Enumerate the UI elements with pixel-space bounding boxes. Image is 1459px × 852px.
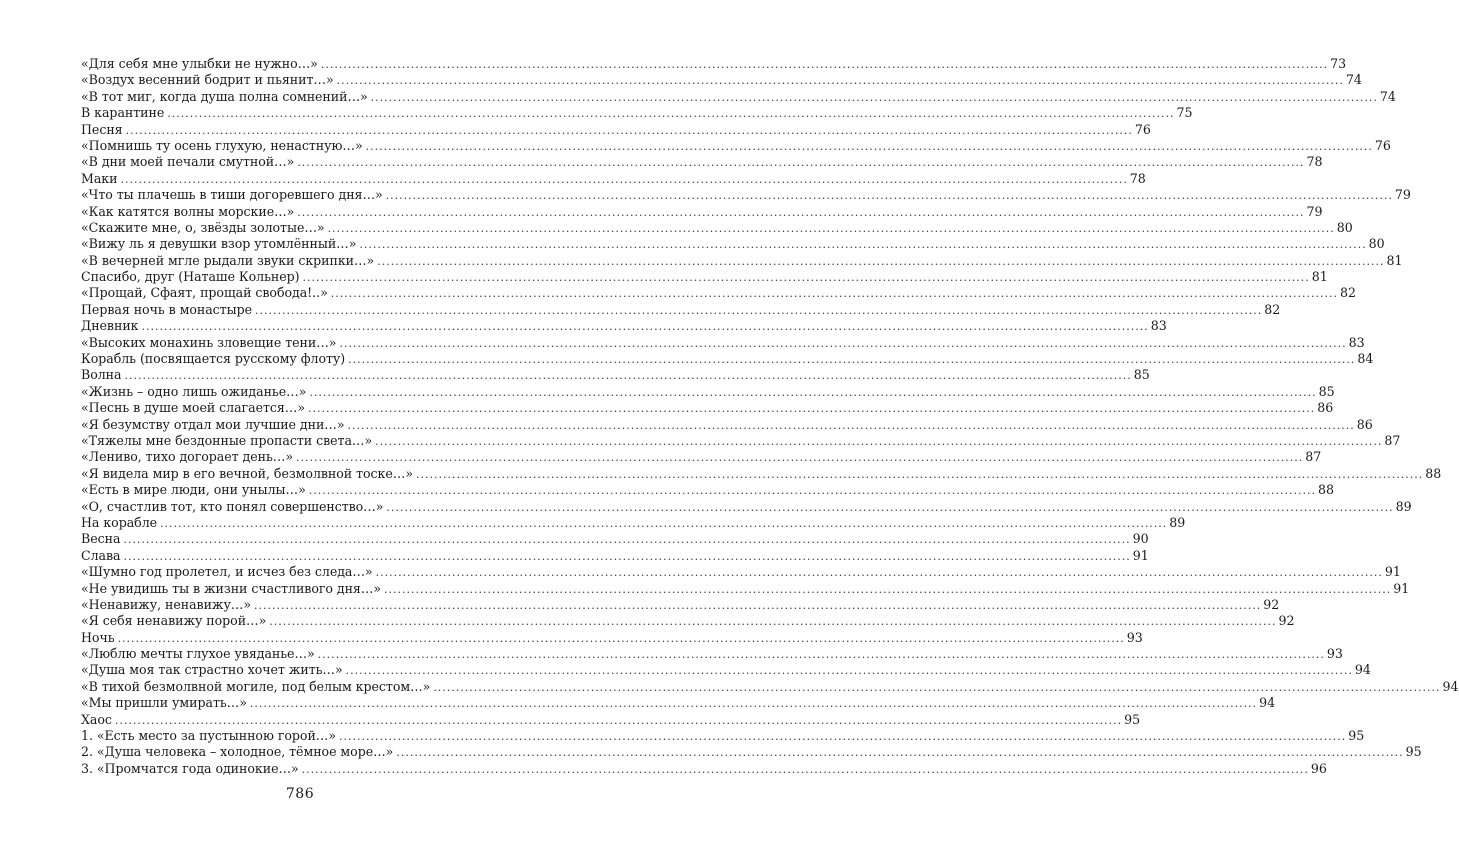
dot-leader (123, 532, 1130, 548)
dot-leader (339, 729, 1346, 745)
toc-entry (81, 301, 1281, 318)
dot-leader (250, 696, 1257, 712)
toc-entry-page: 83 (1348, 334, 1365, 350)
toc-entry-page: 86 (1356, 416, 1373, 432)
toc-entry-title: На корабле (81, 514, 158, 530)
dot-leader (433, 680, 1440, 696)
dot-leader (396, 745, 1403, 761)
toc-entry-page: 82 (1264, 301, 1281, 317)
toc-entry-page: 92 (1278, 613, 1295, 629)
toc-entry-title: «Прощай, Сфаят, прощай свобода!..» (81, 285, 328, 301)
toc-entry (81, 465, 1442, 482)
toc-entry (81, 72, 1362, 88)
toc-entry-title: «В тот миг, когда душа полна сомнений…» (81, 88, 368, 104)
toc-entry-title: «Лениво, тихо догорает день…» (81, 449, 293, 465)
toc-entry (81, 121, 1151, 138)
toc-entry (81, 662, 1371, 678)
toc-entry (81, 744, 1422, 760)
toc-entry-page: 79 (1306, 203, 1323, 219)
toc-entry-title: «В вечерней мгле рыдали звуки скрипки…» (81, 252, 375, 268)
dot-leader (328, 221, 1335, 237)
toc-entry-page: 85 (1133, 367, 1150, 383)
toc-entry-page: 73 (1330, 56, 1347, 71)
toc-entry (81, 285, 1357, 301)
toc-entry (81, 383, 1335, 400)
toc-entry-page: 96 (1310, 760, 1327, 776)
toc-entry (81, 613, 1295, 629)
dot-leader (308, 401, 1315, 417)
dot-leader (339, 336, 1346, 352)
toc-entry (81, 498, 1412, 515)
toc-entry-title: «Что ты плачешь в тиши догоревшего дня…» (81, 187, 383, 203)
dot-leader (118, 631, 1125, 647)
toc-entry (81, 318, 1167, 334)
toc-entry (81, 154, 1323, 170)
toc-entry (81, 203, 1323, 220)
toc-entry-title: «Вижу ль я девушки взор утомлённый…» (81, 236, 357, 252)
toc-entry (81, 105, 1193, 121)
toc-entry-title: «В тихой безмолвной могиле, под белым крестом…» (81, 678, 431, 694)
toc-entry-page: 83 (1150, 318, 1167, 334)
toc-entry-page: 75 (1176, 105, 1193, 121)
dot-leader (331, 286, 1338, 302)
toc-entry-title: «Я видела мир в его вечной, безмолвной тоске…» (81, 465, 413, 481)
toc-entry-page: 78 (1129, 170, 1146, 186)
dot-leader (141, 319, 1148, 335)
toc-entry-title: Весна (81, 531, 121, 547)
toc-entry-title: «Ненавижу, ненавижу…» (81, 596, 252, 612)
toc-entry-title: «Как катятся волны морские…» (81, 203, 295, 219)
toc-entry (81, 580, 1410, 597)
toc-entry-page: 80 (1368, 236, 1385, 252)
toc-entry-title: Корабль (посвящается русскому флоту) (81, 351, 346, 367)
toc-entry (81, 56, 1347, 72)
dot-leader (115, 713, 1122, 729)
toc-entry-title: Песня (81, 121, 123, 137)
toc-entry (81, 269, 1328, 285)
toc-entry-page: 82 (1339, 285, 1357, 301)
toc-entry-page: 95 (1124, 711, 1141, 727)
toc-entry-page: 89 (1169, 514, 1186, 530)
dot-leader (371, 90, 1378, 106)
toc-entry-title: «Высоких монахинь зловещие тени…» (81, 334, 337, 350)
toc-entry-page: 93 (1126, 629, 1143, 645)
toc-entry-page: 91 (1132, 547, 1149, 563)
toc-entry (81, 432, 1401, 449)
toc-entry-page: 94 (1354, 662, 1371, 678)
dot-leader (167, 106, 1174, 122)
toc-entry-title: «О, счастлив тот, кто понял совершенство…» (81, 498, 384, 514)
toc-entry-page: 93 (1326, 646, 1343, 662)
dot-leader (125, 368, 1132, 384)
toc-entry-page: 81 (1311, 269, 1328, 285)
dot-leader (269, 614, 1276, 630)
toc-entry-title: Ночь (81, 629, 115, 645)
toc-entry-title: 3. «Промчатся года одинокие…» (81, 760, 299, 776)
dot-leader (359, 237, 1366, 253)
toc-entry-title: Дневник (81, 318, 139, 334)
dot-leader (375, 434, 1382, 450)
toc-entry-page: 95 (1405, 744, 1422, 760)
toc-entry (81, 646, 1343, 662)
toc-entry-page: 85 (1318, 383, 1335, 399)
toc-entry-page: 86 (1317, 400, 1334, 416)
toc-entry-page: 74 (1379, 88, 1396, 104)
toc-entry-title: Маки (81, 170, 118, 186)
toc-entry (81, 137, 1391, 154)
toc-entry (81, 416, 1373, 433)
toc-entry-page: 87 (1305, 449, 1322, 465)
toc-entry (81, 629, 1143, 646)
toc-entry-title: «Тяжелы мне бездонные пропасти света…» (81, 432, 373, 448)
toc-entry-page: 92 (1263, 596, 1280, 612)
toc-entry-title: Слава (81, 547, 121, 563)
toc-entry-page: 76 (1374, 137, 1391, 153)
toc-entry (81, 236, 1385, 252)
toc-entry (81, 400, 1334, 416)
toc-entry-title: «Не увидишь ты в жизни счастливого дня…» (81, 580, 382, 596)
dot-leader (296, 450, 1303, 466)
toc-entry-page: 94 (1442, 678, 1459, 694)
dot-leader (377, 254, 1384, 270)
toc-entry-page: 74 (1345, 72, 1362, 88)
dot-leader (318, 647, 1325, 663)
toc-entry-page: 79 (1394, 187, 1411, 203)
toc-entry-page: 91 (1384, 564, 1401, 580)
toc-entry-title: «Душа моя так страстно хочет жить…» (81, 662, 343, 678)
toc-entry-title: Хаос (81, 711, 112, 727)
toc-entry (81, 187, 1411, 203)
toc-entry (81, 728, 1365, 744)
dot-leader (302, 762, 1309, 778)
dot-leader (386, 188, 1393, 204)
dot-leader (309, 483, 1316, 499)
toc-entry-title: Спасибо, друг (Наташе Кольнер) (81, 269, 300, 285)
toc-entry (81, 531, 1149, 547)
toc-entry-page: 81 (1386, 252, 1403, 268)
dot-leader (126, 123, 1133, 139)
toc-entry (81, 482, 1334, 498)
dot-leader (416, 467, 1423, 483)
dot-leader (348, 418, 1355, 434)
dot-leader (321, 57, 1328, 73)
toc-entry (81, 695, 1276, 711)
toc-entry (81, 514, 1186, 531)
toc-entry-page: 90 (1132, 531, 1149, 547)
toc-entry (81, 334, 1365, 351)
dot-leader (297, 155, 1304, 171)
toc-entry (81, 252, 1403, 269)
toc-entry-page: 95 (1348, 728, 1365, 744)
toc-entry (81, 170, 1146, 187)
toc-entry-title: «Песнь в душе моей слагается…» (81, 400, 305, 416)
toc-entry-title: «Воздух весенний бодрит и пьянит…» (81, 72, 334, 88)
toc-entry-title: «Для себя мне улыбки не нужно…» (81, 56, 318, 71)
toc-entry-title: В карантине (81, 105, 165, 121)
table-of-contents (81, 56, 1459, 777)
toc-entry (81, 596, 1280, 613)
toc-entry-page: 88 (1317, 482, 1334, 498)
toc-entry-title: Первая ночь в монастыре (81, 301, 252, 317)
dot-leader (348, 352, 1355, 368)
toc-entry (81, 564, 1401, 580)
toc-entry (81, 449, 1322, 465)
toc-entry-title: «Жизнь – одно лишь ожиданье…» (81, 383, 307, 399)
toc-entry (81, 678, 1459, 695)
dot-leader (120, 172, 1127, 188)
toc-entry (81, 88, 1396, 105)
toc-entry (81, 367, 1150, 383)
dot-leader (303, 270, 1310, 286)
toc-entry (81, 760, 1327, 777)
dot-leader (255, 303, 1262, 319)
dot-leader (386, 500, 1393, 516)
dot-leader (309, 385, 1316, 401)
toc-entry (81, 711, 1141, 728)
dot-leader (384, 582, 1391, 598)
toc-entry-title: «Шумно год пролетел, и исчез без следа…» (81, 564, 373, 580)
toc-entry-title: 1. «Есть место за пустынною горой…» (81, 728, 336, 744)
dot-leader (297, 205, 1304, 221)
toc-entry-title: «Есть в мире люди, они унылы…» (81, 482, 306, 498)
toc-entry-page: 94 (1259, 695, 1276, 711)
dot-leader (337, 73, 1344, 89)
toc-entry-title: «В дни моей печали смутной…» (81, 154, 295, 170)
toc-entry-title: «Люблю мечты глухое увяданье…» (81, 646, 315, 662)
toc-entry-title: «Скажите мне, о, звёзды золотые…» (81, 219, 325, 235)
dot-leader (376, 565, 1383, 581)
toc-entry-page: 88 (1425, 465, 1442, 481)
dot-leader (124, 549, 1131, 565)
toc-entry-page: 84 (1357, 351, 1374, 367)
toc-entry (81, 219, 1353, 236)
toc-entry-page: 87 (1384, 432, 1401, 448)
toc-entry-title: «Я безумству отдал мои лучшие дни…» (81, 416, 345, 432)
toc-entry (81, 351, 1374, 367)
toc-entry-title: 2. «Душа человека – холодное, тёмное море…» (81, 744, 394, 760)
toc-entry-page: 76 (1134, 121, 1151, 137)
toc-entry-page: 89 (1395, 498, 1412, 514)
toc-entry-page: 78 (1306, 154, 1323, 170)
toc-entry-page: 80 (1336, 219, 1353, 235)
toc-entry-title: «Я себя ненавижу порой…» (81, 613, 267, 629)
toc-entry-title: «Помнишь ту осень глухую, ненастную…» (81, 137, 363, 153)
toc-entry-title: «Мы пришли умирать…» (81, 695, 247, 711)
dot-leader (366, 139, 1373, 155)
dot-leader (254, 598, 1261, 614)
toc-entry-title: Волна (81, 367, 122, 383)
toc-entry (81, 547, 1149, 564)
page-number: 786 (285, 786, 315, 802)
dot-leader (160, 516, 1167, 532)
toc-entry-page: 91 (1393, 580, 1410, 596)
dot-leader (346, 663, 1353, 679)
